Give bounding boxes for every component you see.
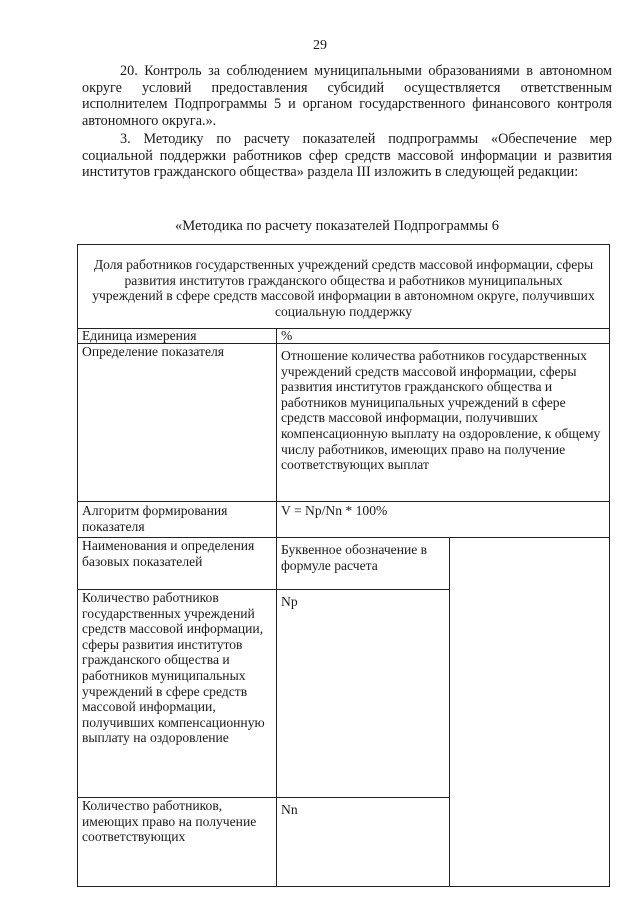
table-divider	[78, 501, 609, 502]
base-indicators-label: Наименования и определения базовых показателей	[82, 538, 255, 569]
table-row-np-label: Количество работников государственных учреждений средств массовой информации, сферы развития институтов гражданского общества и работников муниципальных учреждений в сфере средств массовой информации, получивших компенсационную выплату на оздоровление	[82, 590, 265, 746]
base-indicators-symbol-header: Буквенное обозначение в формуле расчета	[281, 542, 428, 573]
indicator-table	[77, 244, 610, 887]
table-row-np-symbol: Np	[281, 594, 298, 609]
paragraph-methodology: 3. Методику по расчету показателей подпрограммы «Обеспечение мер социальной поддержки работников сфер средств массовой информации и развития институтов гражданского общества» раздела III изложить в следующей редакции:	[82, 131, 612, 181]
unit-value: %	[281, 328, 293, 343]
paragraph-control: 20. Контроль за соблюдением муниципальными образованиями в автономном округе условий предоставления субсидий осуществляется ответственным исполнителем Подпрограммы 5 и органом государственного финансового контроля автономного округа.».	[82, 63, 612, 129]
definition-label: Определение показателя	[82, 344, 225, 359]
table-title: Доля работников государственных учреждений средств массовой информации, сферы развития институтов гражданского общества и работников муниципальных учреждений в сфере средств массовой информации в автономном округе, получивших социальную поддержку	[92, 257, 595, 319]
table-row-nn-symbol: Nn	[281, 802, 298, 817]
algorithm-formula: V = Np/Nn * 100%	[281, 503, 388, 518]
column-divider	[449, 537, 450, 886]
page-number: 29	[313, 38, 327, 53]
methodology-heading: «Методика по расчету показателей Подпрограммы 6	[175, 218, 500, 234]
table-row-nn-label: Количество работников, имеющих право на получение соответствующих	[82, 798, 257, 845]
definition-value: Отношение количества работников государственных учреждений средств массовой информации, сферы развития институтов гражданского общества и работников муниципальных учреждений в сфере средств массовой информации, получивших компенсационную выплату на оздоровление, к общему числу работников, имеющих право на получение соответствующих выплат	[281, 348, 601, 473]
unit-label: Единица измерения	[82, 328, 197, 343]
algorithm-label: Алгоритм формирования показателя	[82, 503, 228, 534]
